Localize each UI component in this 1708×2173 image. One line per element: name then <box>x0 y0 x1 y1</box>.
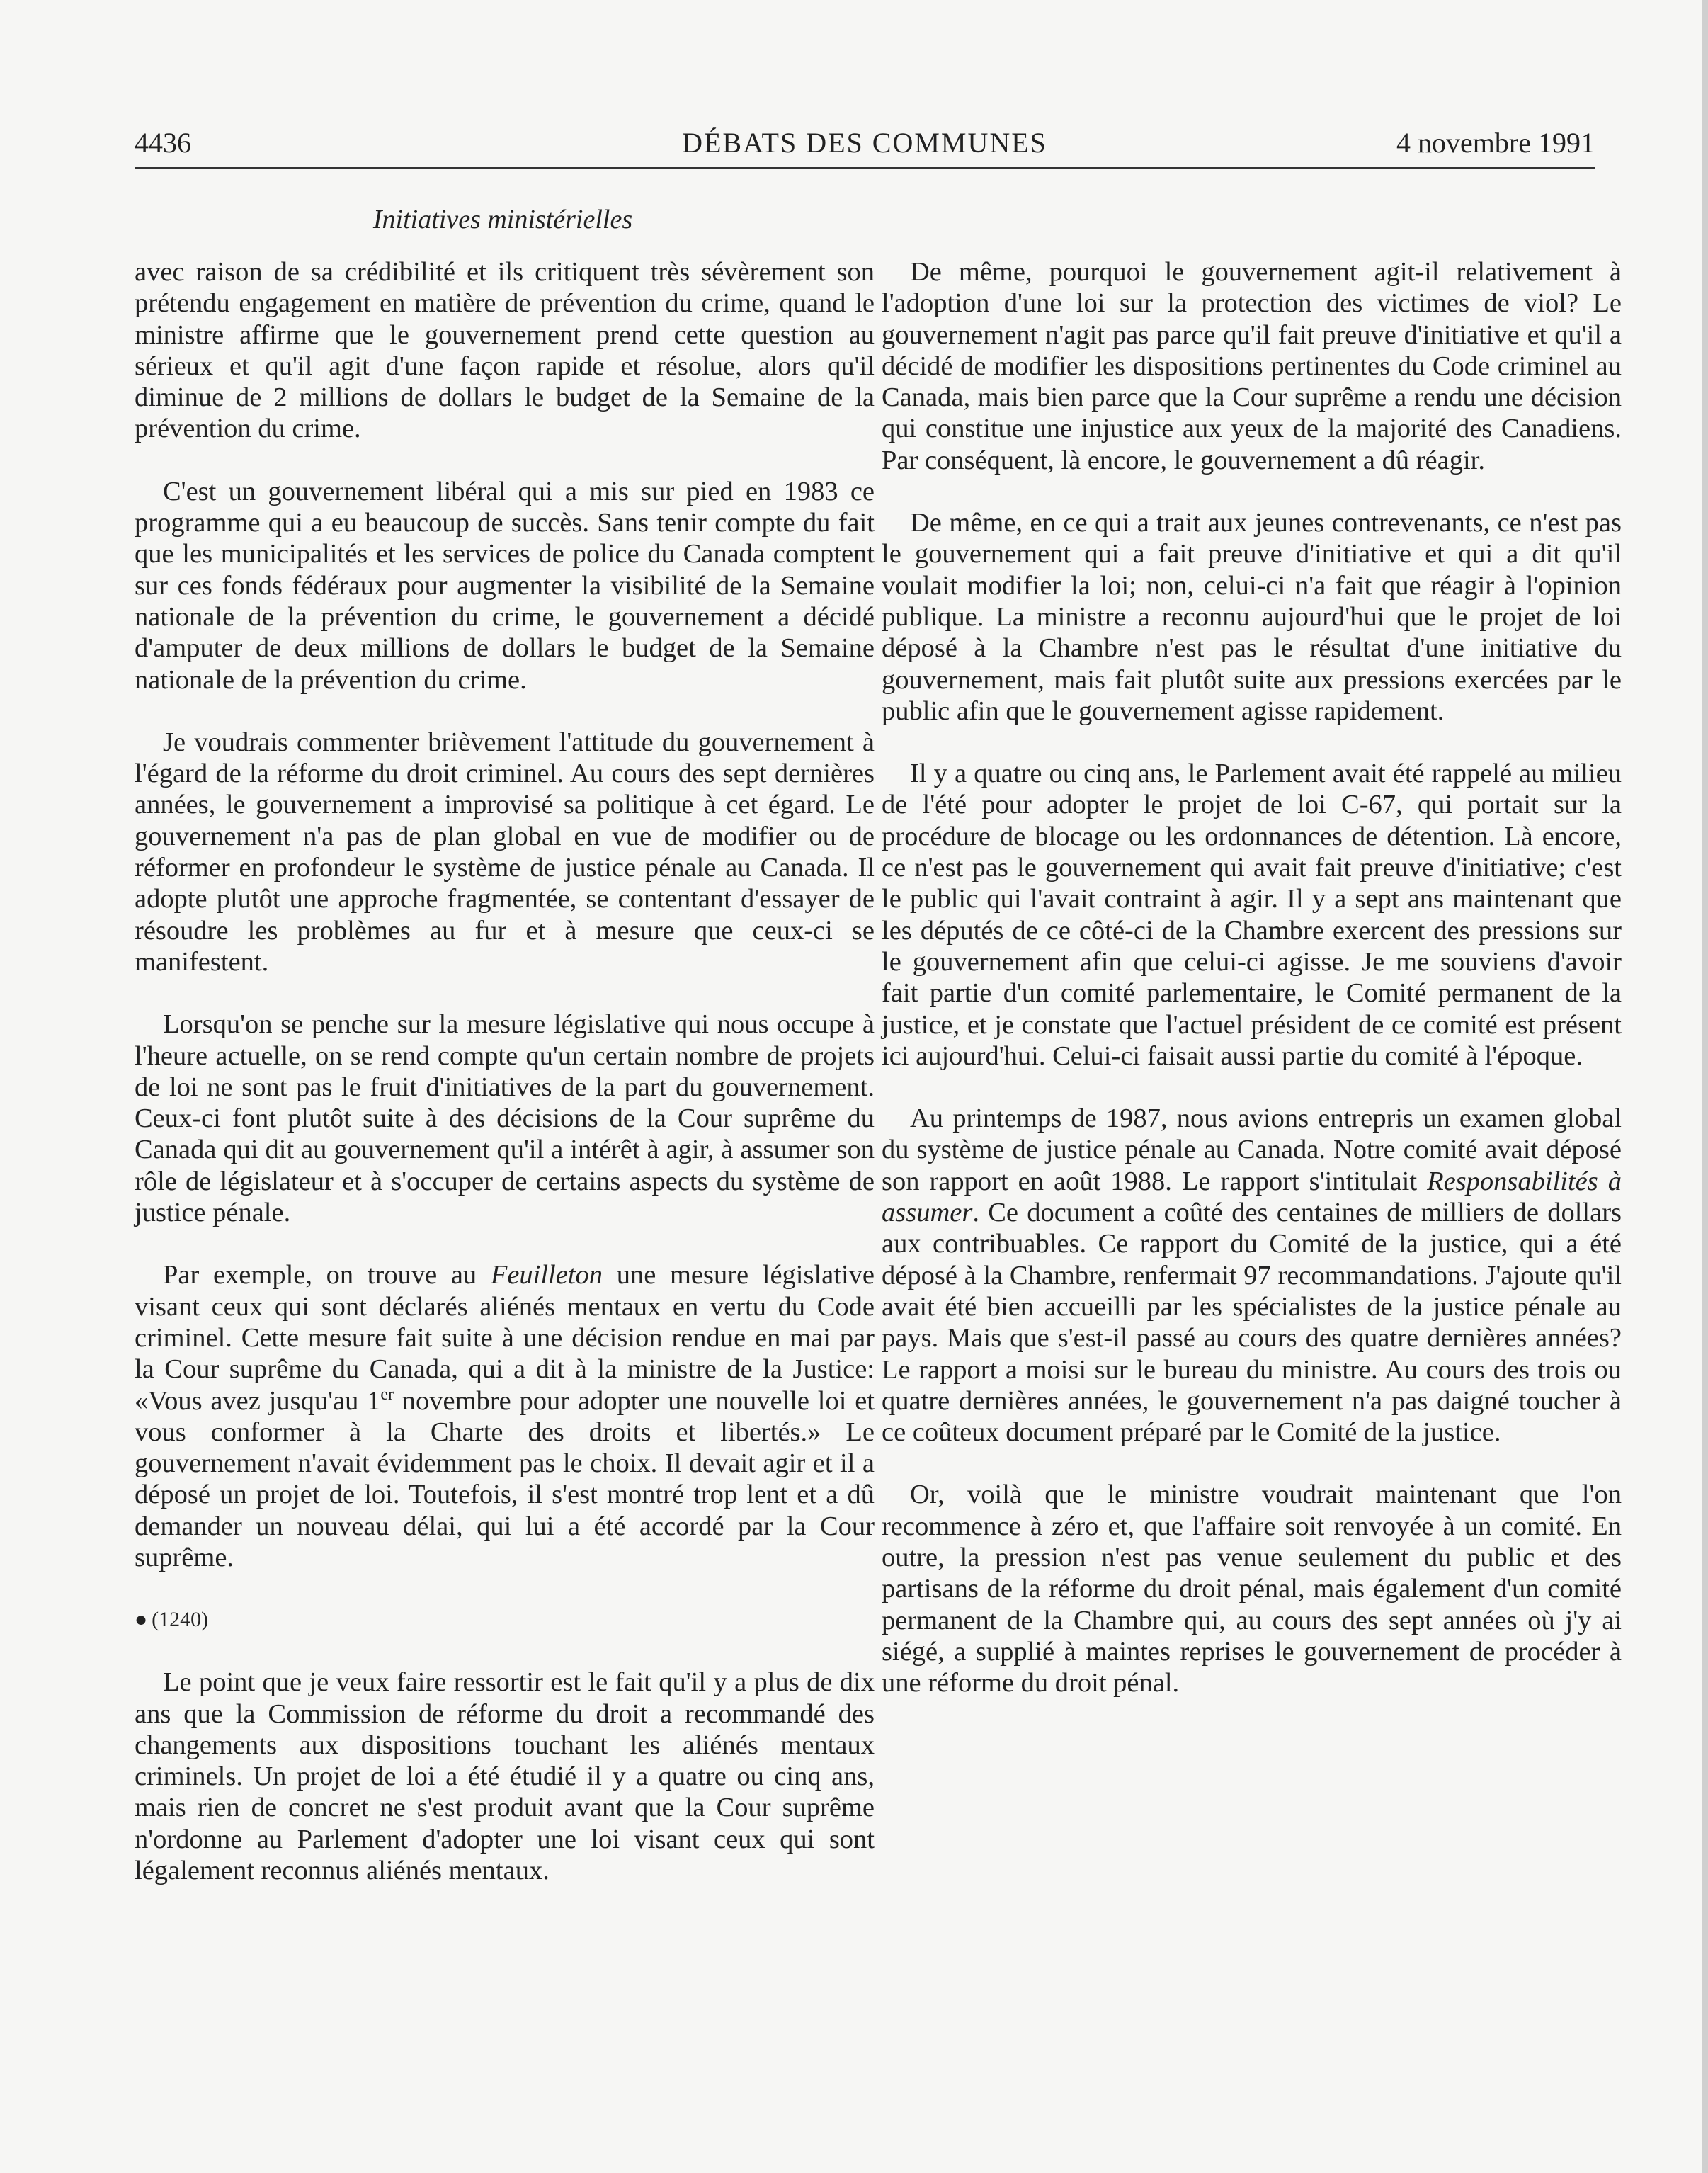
paragraph: Je voudrais commenter brièvement l'attitude du gouvernement à l'égard de la réforme du droit criminel. Au cours des sept dernières années, le gouvernement a improvisé sa politique à cet égard. Le gouvernement n'a pas de plan global en vue de modifier ou de réformer en profondeur le système de justice pénale au Canada. Il adopte plutôt une approche fragmentée, se contentant d'essayer de résoudre les problèmes au fur et à mesure que ceux-ci se manifestent. <box>135 727 875 977</box>
bullet-icon: ● <box>135 1608 148 1632</box>
time-marker <box>135 1604 875 1635</box>
superscript: er <box>380 1385 394 1404</box>
right-column <box>882 256 1622 1730</box>
text-run: une mesure législative visant ceux qui sont déclarés aliénés mentaux en vertu du Code criminel. Cette mesure fait suite à une décision rendue en mai par la Cour suprême du Canada, qui a dit à la ministre de la Justice: «Vous avez jusqu'au 1 <box>135 1260 875 1416</box>
header-rule <box>135 167 1595 169</box>
text-run: Par exemple, on trouve au <box>163 1260 491 1290</box>
text-run: . Ce document a coûté des centaines de milliers de dollars aux contribuables. Ce rapport du Comité de la justice, qui a été déposé à la Chambre, renfermait 97 recommandations. J'ajoute qu'il avait été bien accueilli par les spécialistes de la justice pénale au pays. Mais que s'est-il passé au cours des quatre dernières années? Le rapport a moisi sur le bureau du ministre. Au cours des trois ou quatre dernières années, le gouvernement n'a pas daigné toucher à ce coûteux document préparé par le Comité de la justice. <box>882 1198 1622 1448</box>
left-column <box>135 256 875 1917</box>
issue-date: 4 novembre 1991 <box>1396 127 1595 159</box>
paragraph: Le point que je veux faire ressortir est le fait qu'il y a plus de dix ans que la Commission de réforme du droit a recommandé des changements aux dispositions touchant les aliénés mentaux criminels. Un projet de loi a été étudié il y a quatre ou cinq ans, mais rien de concret ne s'est produit avant que la Cour suprême n'ordonne au Parlement d'adopter une loi visant ceux qui sont légalement reconnus aliénés mentaux. <box>135 1667 875 1886</box>
time-marker-text: (1240) <box>152 1608 209 1632</box>
paragraph: Or, voilà que le ministre voudrait maintenant que l'on recommence à zéro et, que l'affaire soit renvoyée à un comité. En outre, la pression n'est pas venue seulement du public et des partisans de la réforme du droit pénal, mais également d'un comité permanent de la Chambre qui, au cours des sept années où j'y ai siégé, a supplié à maintes reprises le gouvernement de procéder à une réforme du droit pénal. <box>882 1480 1622 1698</box>
paragraph <box>135 1259 875 1573</box>
italic-title: Responsabilités à assumer <box>882 1166 1622 1228</box>
paragraph <box>882 1103 1622 1448</box>
paragraph: Il y a quatre ou cinq ans, le Parlement avait été rappelé au milieu de l'été pour adopter le projet de loi C-67, qui portait sur la procédure de blocage ou les ordonnances de détention. Là encore, ce n'est pas le gouvernement qui avait fait preuve d'initiative; c'est le public qui l'avait contraint à agir. Il y a sept ans maintenant que les députés de ce côté-ci de la Chambre exercent des pressions sur le gouvernement afin que celui-ci agisse. Je me souviens d'avoir fait partie d'un comité parlementaire, le Comité permanent de la justice, et je constate que l'actuel président de ce comité est présent ici aujourd'hui. Celui-ci faisait aussi partie du comité à l'époque. <box>882 759 1622 1071</box>
page-header <box>135 126 1595 169</box>
paragraph: De même, pourquoi le gouvernement agit-il relativement à l'adoption d'une loi sur la protection des victimes de viol? Le gouvernement n'agit pas parce qu'il fait preuve d'initiative et qu'il a décidé de modifier les dispositions pertinentes du Code criminel au Canada, mais bien parce que la Cour suprême a rendu une décision qui constitue une injustice aux yeux de la majorité des Canadiens. Par conséquent, là encore, le gouvernement a dû réagir. <box>882 257 1622 475</box>
journal-title: DÉBATS DES COMMUNES <box>682 127 1047 159</box>
section-title: Initiatives ministérielles <box>372 205 633 234</box>
paragraph: Lorsqu'on se penche sur la mesure législative qui nous occupe à l'heure actuelle, on se rend compte qu'un certain nombre de projets de loi ne sont pas le fruit d'initiatives de la part du gouvernement. Ceux-ci font plutôt suite à des décisions de la Cour suprême du Canada qui dit au gouvernement qu'il a intérêt à agir, à assumer son rôle de législateur et à s'occuper de certains aspects du système de justice pénale. <box>135 1009 875 1228</box>
paragraph: De même, en ce qui a trait aux jeunes contrevenants, ce n'est pas le gouvernement qui a fait preuve d'initiative et qui a dit qu'il voulait modifier la loi; non, celui-ci n'a fait que réagir à l'opinion publique. La ministre a reconnu aujourd'hui que le projet de loi déposé à la Chambre n'est pas le résultat d'une initiative du gouvernement, mais fait plutôt suite aux pressions exercées par le public afin que le gouvernement agisse rapidement. <box>882 508 1622 726</box>
paragraph: avec raison de sa crédibilité et ils critiquent très sévèrement son prétendu engagement en matière de prévention du crime, quand le ministre affirme que le gouvernement prend cette question au sérieux et qu'il agit d'une façon rapide et résolue, alors qu'il diminue de 2 millions de dollars le budget de la Semaine de la prévention du crime. <box>135 257 875 444</box>
paragraph: C'est un gouvernement libéral qui a mis sur pied en 1983 ce programme qui a eu beaucoup de succès. Sans tenir compte du fait que les municipalités et les services de police du Canada comptent sur ces fonds fédéraux pour augmenter la visibilité de la Semaine nationale de la prévention du crime, le gouvernement a décidé d'amputer de deux millions de dollars le budget de la Semaine nationale de la prévention du crime. <box>135 476 875 695</box>
scan-edge <box>1702 0 1708 2173</box>
italic-title: Feuilleton <box>490 1260 603 1290</box>
page-number: 4436 <box>135 127 191 159</box>
text-run: Au printemps de 1987, nous avions entrepris un examen global du système de justice pénale au Canada. Notre comité avait déposé son rapport en août 1988. Le rapport s'intitulait <box>882 1103 1622 1196</box>
text-run: novembre pour adopter une nouvelle loi et vous conformer à la Charte des droits et libertés.» Le gouvernement n'avait évidemment pas le choix. Il devait agir et il a déposé un projet de loi. Toutefois, il s'est montré trop lent et a dû demander un nouveau délai, qui lui a été accordé par la Cour suprême. <box>135 1385 875 1572</box>
